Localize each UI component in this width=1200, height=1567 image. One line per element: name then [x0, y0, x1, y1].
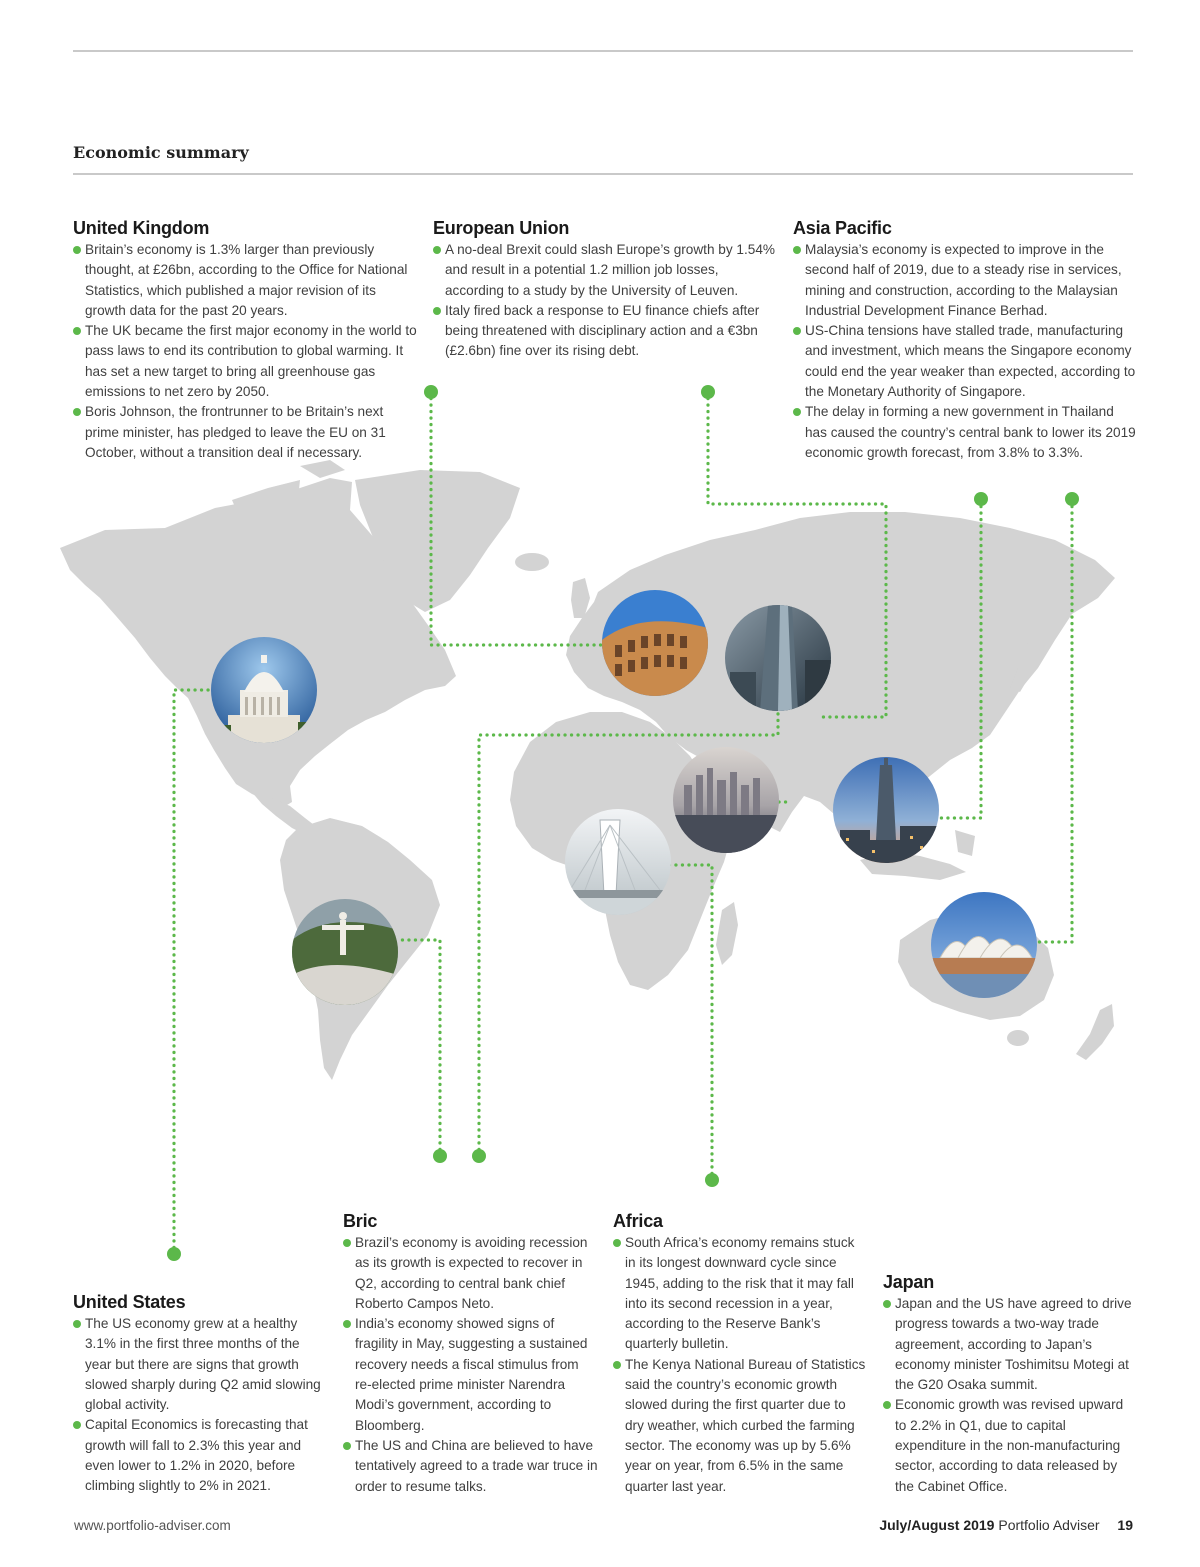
christ-statue-icon — [292, 899, 398, 1005]
list-item: The delay in forming a new government in Thailand has caused the country’s central bank to lower its 2019 economic growth forecast, from 3.8% to 3.3%. — [793, 402, 1138, 463]
connector-bric-1 — [398, 940, 440, 1156]
region-list-bric — [343, 1233, 598, 1497]
region-title-africa: Africa — [613, 1211, 663, 1231]
region-list-uk — [73, 240, 418, 463]
region-list-japan — [883, 1294, 1138, 1497]
region-list-eu — [433, 240, 778, 362]
region-asia-pacific — [793, 218, 1138, 463]
region-africa — [613, 1211, 868, 1497]
footer-issue-info — [879, 1517, 1133, 1533]
list-item: A no-deal Brexit could slash Europe’s growth by 1.54% and result in a potential 1.2 million job losses, according to a study by the University of Leuven. — [433, 240, 778, 301]
madagascar-shape — [716, 902, 738, 965]
end-dot-bric-1 — [433, 1149, 447, 1163]
list-item: Economic growth was revised upward to 2.2% in Q1, due to capital expenditure in the non-manufacturing sector, according to data released by the Cabinet Office. — [883, 1395, 1138, 1496]
region-list-us — [73, 1314, 328, 1497]
region-list-asia-pacific — [793, 240, 1138, 463]
region-eu — [433, 218, 778, 362]
list-item: India’s economy showed signs of fragility in May, suggesting a sustained recovery needs a fiscal stimulus from re-elected prime minister Narendra Modi’s government, according to Bloomberg. — [343, 1314, 598, 1436]
region-title-japan: Japan — [883, 1272, 935, 1292]
region-us — [73, 1292, 328, 1497]
list-item: The Kenya National Bureau of Statistics said the country’s economic growth slowed during the first quarter due to dry weather, which curbed the farming sector. The economy was up by 5.6% year on year, from 6.5% in the same quarter last year. — [613, 1355, 868, 1497]
list-item: Malaysia’s economy is expected to improve in the second half of 2019, due to a steady rise in services, mining and construction, according to the Malaysian Industrial Development Finance Berhad. — [793, 240, 1138, 321]
page-number: 19 — [1117, 1517, 1133, 1533]
list-item: The UK became the first major economy in the world to pass laws to end its contribution to global warming. It has set a new target to bring all greenhouse gas emissions to net zero by 2050. — [73, 321, 418, 402]
end-dot-eu — [424, 385, 438, 399]
end-dot-us — [167, 1247, 181, 1261]
region-list-africa — [613, 1233, 868, 1497]
end-dot-asia-1 — [701, 385, 715, 399]
region-title-us: United States — [73, 1292, 186, 1312]
list-item: Boris Johnson, the frontrunner to be Britain’s next prime minister, has pledged to leave the EU on 31 October, without a transition deal if necessary. — [73, 402, 418, 463]
region-title-uk: United Kingdom — [73, 218, 210, 238]
list-item: Japan and the US have agreed to drive progress towards a two-way trade agreement, according to Japan’s economy minister Toshimitsu Motegi at the G20 Osaka summit. — [883, 1294, 1138, 1395]
region-title-asia-pacific: Asia Pacific — [793, 218, 892, 238]
region-bric — [343, 1211, 598, 1497]
region-uk — [73, 218, 418, 463]
new-zealand-shape — [1076, 1004, 1114, 1060]
end-dot-asia-3 — [1065, 492, 1079, 506]
list-item: The US economy grew at a healthy 3.1% in the first three months of the year but there are signs that growth slowed sharply during Q2 amid slowing global activity. — [73, 1314, 328, 1415]
region-japan — [883, 1272, 1138, 1497]
sydney-opera-house-icon — [931, 892, 1037, 998]
connector-us — [174, 690, 230, 1254]
end-dot-africa — [705, 1173, 719, 1187]
end-dot-asia-2 — [974, 492, 988, 506]
taipei-101-tower-icon — [833, 757, 940, 866]
list-item: Britain’s economy is 1.3% larger than previously thought, at £26bn, according to the Office for National Statistics, which published a major revision of its growth data for the past 20 years. — [73, 240, 418, 321]
list-item: Brazil’s economy is avoiding recession as its growth is expected to recover in Q2, according to central bank chief Roberto Campos Neto. — [343, 1233, 598, 1314]
end-dot-bric-2 — [472, 1149, 486, 1163]
list-item: The US and China are believed to have tentatively agreed to a trade war truce in order to resume talks. — [343, 1436, 598, 1497]
list-item: Italy fired back a response to EU finance chiefs after being threatened with disciplinary action and a €3bn (£2.6bn) fine over its rising debt. — [433, 301, 778, 362]
tasmania-shape — [1007, 1030, 1029, 1046]
region-title-bric: Bric — [343, 1211, 378, 1231]
list-item: Capital Economics is forecasting that growth will fall to 2.3% this year and even lower to 1.2% in 2020, before climbing slightly to 2% in 2021. — [73, 1415, 328, 1496]
iceland-shape — [515, 553, 549, 571]
section-title: Economic summary — [73, 143, 249, 162]
list-item: South Africa’s economy remains stuck in its longest downward cycle since 1945, adding to the risk that it may fall into its second recession in a year, according to the Reserve Bank’s quarterly bulletin. — [613, 1233, 868, 1355]
list-item: US-China tensions have stalled trade, manufacturing and investment, which means the Singapore economy could end the year weaker than expected, according to the Monetary Authority of Singapore. — [793, 321, 1138, 402]
colosseum-icon — [602, 590, 708, 696]
footer-website[interactable]: www.portfolio-adviser.com — [74, 1518, 231, 1533]
footer-publication: Portfolio Adviser — [998, 1517, 1100, 1533]
region-title-eu: European Union — [433, 218, 570, 238]
footer-issue: July/August 2019 — [879, 1517, 995, 1533]
